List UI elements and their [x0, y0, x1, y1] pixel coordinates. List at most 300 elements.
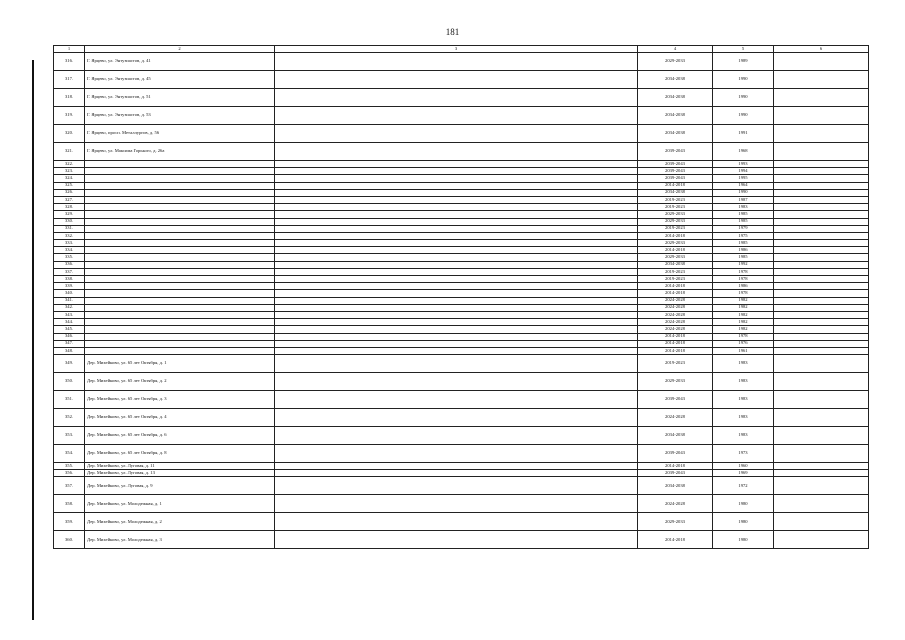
- wall-material-cell: [774, 477, 869, 495]
- address-cell: [85, 161, 275, 168]
- row-number: 325.: [54, 182, 85, 189]
- wall-material-cell: [774, 283, 869, 290]
- repair-period-cell: 2034-2038: [638, 125, 713, 143]
- address-cell: Г. Ярцево, просп. Металлургов, д. 56: [85, 125, 275, 143]
- build-year-cell: 1980: [713, 531, 774, 549]
- repair-period-cell: 2029-2033: [638, 373, 713, 391]
- address-cell: Дер. Михейково, ул. 65 лет Октября, д. 3: [85, 391, 275, 409]
- build-year-cell: 1983: [713, 204, 774, 211]
- row-number: 343.: [54, 311, 85, 318]
- address-cell: Г. Ярцево, ул. Максима Горького, д. 26а: [85, 143, 275, 161]
- table-row: [54, 297, 869, 304]
- table-row: [54, 409, 869, 427]
- work-list-cell: [275, 89, 638, 107]
- build-year-cell: 1983: [713, 373, 774, 391]
- repair-period-cell: 2034-2038: [638, 477, 713, 495]
- row-number: 350.: [54, 373, 85, 391]
- work-list-cell: [275, 125, 638, 143]
- work-list-cell: [275, 211, 638, 218]
- repair-period-cell: 2019-2023: [638, 204, 713, 211]
- row-number: 328.: [54, 204, 85, 211]
- wall-material-cell: [774, 513, 869, 531]
- row-number: 348.: [54, 347, 85, 354]
- table-row: [54, 175, 869, 182]
- repair-period-cell: 2024-2028: [638, 409, 713, 427]
- address-cell: Дер. Михейково, ул. Молодежная, д. 2: [85, 513, 275, 531]
- row-number: 317.: [54, 71, 85, 89]
- column-number-row: [54, 46, 869, 53]
- address-cell: [85, 182, 275, 189]
- table-row: [54, 268, 869, 275]
- table-row: [54, 311, 869, 318]
- table-row: [54, 355, 869, 373]
- work-list-cell: [275, 254, 638, 261]
- wall-material-cell: [774, 107, 869, 125]
- address-cell: Дер. Михейково, ул. 65 лет Октября, д. 4: [85, 409, 275, 427]
- row-number: 327.: [54, 196, 85, 203]
- build-year-cell: 1960: [713, 463, 774, 470]
- row-number: 323.: [54, 168, 85, 175]
- wall-material-cell: [774, 311, 869, 318]
- build-year-cell: 1985: [713, 240, 774, 247]
- table-row: [54, 495, 869, 513]
- row-number: 336.: [54, 261, 85, 268]
- repair-period-cell: 2014-2018: [638, 232, 713, 239]
- build-year-cell: 1985: [713, 218, 774, 225]
- build-year-cell: 1980: [713, 513, 774, 531]
- address-cell: [85, 333, 275, 340]
- table-row: [54, 470, 869, 477]
- build-year-cell: 1980: [713, 495, 774, 513]
- repair-period-cell: 2034-2038: [638, 189, 713, 196]
- address-cell: [85, 189, 275, 196]
- table-row: [54, 427, 869, 445]
- scan-edge: [32, 60, 34, 620]
- repair-period-cell: 2019-2023: [638, 196, 713, 203]
- work-list-cell: [275, 276, 638, 283]
- table-row: [54, 71, 869, 89]
- row-number: 337.: [54, 268, 85, 275]
- build-year-cell: 1990: [713, 107, 774, 125]
- row-number: 342.: [54, 304, 85, 311]
- row-number: 316.: [54, 53, 85, 71]
- table-row: [54, 477, 869, 495]
- build-year-cell: 1985: [713, 254, 774, 261]
- table-row: [54, 89, 869, 107]
- repair-period-cell: 2014-2018: [638, 463, 713, 470]
- row-number: 340.: [54, 290, 85, 297]
- work-list-cell: [275, 161, 638, 168]
- repair-period-cell: 2014-2018: [638, 333, 713, 340]
- address-cell: [85, 347, 275, 354]
- row-number: 345.: [54, 326, 85, 333]
- column-number: 2: [85, 46, 275, 53]
- work-list-cell: [275, 340, 638, 347]
- repair-period-cell: 2014-2018: [638, 290, 713, 297]
- table-row: [54, 125, 869, 143]
- row-number: 330.: [54, 218, 85, 225]
- repair-period-cell: 2034-2038: [638, 107, 713, 125]
- wall-material-cell: [774, 297, 869, 304]
- work-list-cell: [275, 204, 638, 211]
- row-number: 353.: [54, 427, 85, 445]
- build-year-cell: 1973: [713, 445, 774, 463]
- repair-period-cell: 2024-2028: [638, 297, 713, 304]
- wall-material-cell: [774, 347, 869, 354]
- address-cell: Г. Ярцево, ул. Энтузиастов, д. 51: [85, 89, 275, 107]
- row-number: 356.: [54, 470, 85, 477]
- address-cell: [85, 283, 275, 290]
- table-row: [54, 218, 869, 225]
- repair-period-cell: 2029-2033: [638, 53, 713, 71]
- build-year-cell: 1978: [713, 276, 774, 283]
- work-list-cell: [275, 373, 638, 391]
- address-cell: Дер. Михейково, ул. Молодежная, д. 3: [85, 531, 275, 549]
- wall-material-cell: [774, 196, 869, 203]
- row-number: 335.: [54, 254, 85, 261]
- work-list-cell: [275, 182, 638, 189]
- table-row: [54, 240, 869, 247]
- table-row: [54, 211, 869, 218]
- wall-material-cell: [774, 232, 869, 239]
- repair-period-cell: 2014-2018: [638, 340, 713, 347]
- table-row: [54, 391, 869, 409]
- build-year-cell: 1968: [713, 143, 774, 161]
- build-year-cell: 1983: [713, 409, 774, 427]
- wall-material-cell: [774, 71, 869, 89]
- repair-period-cell: 2029-2033: [638, 254, 713, 261]
- table-row: [54, 143, 869, 161]
- row-number: 347.: [54, 340, 85, 347]
- wall-material-cell: [774, 495, 869, 513]
- row-number: 349.: [54, 355, 85, 373]
- build-year-cell: 1978: [713, 333, 774, 340]
- wall-material-cell: [774, 340, 869, 347]
- address-cell: [85, 276, 275, 283]
- column-number: 6: [774, 46, 869, 53]
- table-row: [54, 276, 869, 283]
- table-row: [54, 463, 869, 470]
- address-cell: [85, 218, 275, 225]
- repair-period-cell: 2024-2028: [638, 319, 713, 326]
- repair-period-cell: 2039-2043: [638, 470, 713, 477]
- row-number: 322.: [54, 161, 85, 168]
- wall-material-cell: [774, 225, 869, 232]
- wall-material-cell: [774, 218, 869, 225]
- wall-material-cell: [774, 276, 869, 283]
- build-year-cell: 1978: [713, 290, 774, 297]
- wall-material-cell: [774, 168, 869, 175]
- build-year-cell: 1990: [713, 89, 774, 107]
- work-list-cell: [275, 218, 638, 225]
- table-row: [54, 445, 869, 463]
- repair-period-cell: 2024-2028: [638, 326, 713, 333]
- work-list-cell: [275, 143, 638, 161]
- work-list-cell: [275, 168, 638, 175]
- wall-material-cell: [774, 143, 869, 161]
- wall-material-cell: [774, 189, 869, 196]
- repair-period-cell: 2029-2033: [638, 240, 713, 247]
- build-year-cell: 1982: [713, 311, 774, 318]
- build-year-cell: 1995: [713, 175, 774, 182]
- row-number: 341.: [54, 297, 85, 304]
- build-year-cell: 1983: [713, 355, 774, 373]
- table-row: [54, 531, 869, 549]
- address-cell: Дер. Михейково, ул. Луговая, д. 13: [85, 470, 275, 477]
- table-row: [54, 53, 869, 71]
- table-row: [54, 247, 869, 254]
- repair-period-cell: 2024-2028: [638, 495, 713, 513]
- table-row: [54, 326, 869, 333]
- row-number: 321.: [54, 143, 85, 161]
- build-year-cell: 1982: [713, 304, 774, 311]
- work-list-cell: [275, 470, 638, 477]
- work-list-cell: [275, 513, 638, 531]
- build-year-cell: 1989: [713, 53, 774, 71]
- build-year-cell: 1982: [713, 319, 774, 326]
- address-cell: Г. Ярцево, ул. Энтузиастов, д. 41: [85, 53, 275, 71]
- build-year-cell: 1978: [713, 268, 774, 275]
- repair-period-cell: 2034-2038: [638, 71, 713, 89]
- wall-material-cell: [774, 304, 869, 311]
- work-list-cell: [275, 477, 638, 495]
- wall-material-cell: [774, 125, 869, 143]
- build-year-cell: 1983: [713, 427, 774, 445]
- repair-period-cell: 2024-2028: [638, 311, 713, 318]
- table-row: [54, 196, 869, 203]
- address-cell: [85, 319, 275, 326]
- row-number: 338.: [54, 276, 85, 283]
- work-list-cell: [275, 240, 638, 247]
- address-cell: [85, 196, 275, 203]
- repair-period-cell: 2019-2023: [638, 276, 713, 283]
- wall-material-cell: [774, 531, 869, 549]
- row-number: 320.: [54, 125, 85, 143]
- column-number: 1: [54, 46, 85, 53]
- work-list-cell: [275, 445, 638, 463]
- table-row: [54, 254, 869, 261]
- repair-period-cell: 2029-2033: [638, 513, 713, 531]
- repair-period-cell: 2039-2043: [638, 143, 713, 161]
- address-cell: Дер. Михейково, ул. 65 лет Октября, д. 2: [85, 373, 275, 391]
- build-year-cell: 1972: [713, 477, 774, 495]
- address-cell: [85, 225, 275, 232]
- work-list-cell: [275, 311, 638, 318]
- row-number: 334.: [54, 247, 85, 254]
- table-row: [54, 189, 869, 196]
- table-row: [54, 161, 869, 168]
- address-cell: [85, 240, 275, 247]
- work-list-cell: [275, 189, 638, 196]
- address-cell: Дер. Михейково, ул. Молодежная, д. 1: [85, 495, 275, 513]
- build-year-cell: 1983: [713, 391, 774, 409]
- work-list-cell: [275, 247, 638, 254]
- address-cell: [85, 211, 275, 218]
- wall-material-cell: [774, 53, 869, 71]
- work-list-cell: [275, 326, 638, 333]
- wall-material-cell: [774, 268, 869, 275]
- address-cell: [85, 204, 275, 211]
- work-list-cell: [275, 319, 638, 326]
- table-row: [54, 232, 869, 239]
- wall-material-cell: [774, 211, 869, 218]
- wall-material-cell: [774, 391, 869, 409]
- row-number: 326.: [54, 189, 85, 196]
- table-row: [54, 283, 869, 290]
- row-number: 329.: [54, 211, 85, 218]
- work-list-cell: [275, 531, 638, 549]
- address-cell: [85, 261, 275, 268]
- repair-period-cell: 2029-2033: [638, 218, 713, 225]
- table-row: [54, 340, 869, 347]
- column-number: 4: [638, 46, 713, 53]
- address-cell: Дер. Михейково, ул. 65 лет Октября, д. 1: [85, 355, 275, 373]
- row-number: 351.: [54, 391, 85, 409]
- row-number: 319.: [54, 107, 85, 125]
- row-number: 324.: [54, 175, 85, 182]
- work-list-cell: [275, 333, 638, 340]
- build-year-cell: 1982: [713, 297, 774, 304]
- build-year-cell: 1979: [713, 225, 774, 232]
- repair-period-cell: 2039-2043: [638, 161, 713, 168]
- work-list-cell: [275, 495, 638, 513]
- wall-material-cell: [774, 333, 869, 340]
- address-cell: [85, 290, 275, 297]
- table-row: [54, 513, 869, 531]
- address-cell: [85, 168, 275, 175]
- wall-material-cell: [774, 175, 869, 182]
- build-year-cell: 1990: [713, 71, 774, 89]
- repair-period-cell: 2014-2018: [638, 247, 713, 254]
- table-row: [54, 168, 869, 175]
- work-list-cell: [275, 391, 638, 409]
- wall-material-cell: [774, 290, 869, 297]
- wall-material-cell: [774, 373, 869, 391]
- repair-period-cell: 2019-2023: [638, 268, 713, 275]
- work-list-cell: [275, 283, 638, 290]
- address-cell: [85, 326, 275, 333]
- work-list-cell: [275, 355, 638, 373]
- repair-period-cell: 2039-2043: [638, 175, 713, 182]
- build-year-cell: 1986: [713, 283, 774, 290]
- row-number: 332.: [54, 232, 85, 239]
- repair-period-cell: 2019-2023: [638, 355, 713, 373]
- work-list-cell: [275, 297, 638, 304]
- build-year-cell: 1976: [713, 340, 774, 347]
- build-year-cell: 1990: [713, 189, 774, 196]
- table-row: [54, 290, 869, 297]
- table-row: [54, 304, 869, 311]
- address-cell: Г. Ярцево, ул. Энтузиастов, д. 45: [85, 71, 275, 89]
- work-list-cell: [275, 427, 638, 445]
- table-row: [54, 182, 869, 189]
- build-year-cell: 1987: [713, 196, 774, 203]
- repair-period-cell: 2024-2028: [638, 304, 713, 311]
- page-number: 181: [445, 27, 460, 37]
- build-year-cell: 1985: [713, 211, 774, 218]
- work-list-cell: [275, 196, 638, 203]
- work-list-cell: [275, 463, 638, 470]
- table-row: [54, 225, 869, 232]
- work-list-cell: [275, 232, 638, 239]
- repair-period-cell: 2039-2043: [638, 391, 713, 409]
- repair-period-cell: 2029-2033: [638, 211, 713, 218]
- build-year-cell: 1994: [713, 168, 774, 175]
- work-list-cell: [275, 71, 638, 89]
- work-list-cell: [275, 261, 638, 268]
- build-year-cell: 1986: [713, 247, 774, 254]
- repair-period-cell: 2034-2038: [638, 261, 713, 268]
- work-list-cell: [275, 225, 638, 232]
- wall-material-cell: [774, 326, 869, 333]
- address-cell: [85, 175, 275, 182]
- work-list-cell: [275, 304, 638, 311]
- repair-period-cell: 2014-2018: [638, 283, 713, 290]
- wall-material-cell: [774, 240, 869, 247]
- table-row: [54, 319, 869, 326]
- address-cell: Дер. Михейково, ул. Луговая, д. 9: [85, 477, 275, 495]
- build-year-cell: 1975: [713, 232, 774, 239]
- table-row: [54, 204, 869, 211]
- repair-period-cell: 2014-2018: [638, 182, 713, 189]
- row-number: 352.: [54, 409, 85, 427]
- repair-period-cell: 2034-2038: [638, 427, 713, 445]
- address-cell: Дер. Михейково, ул. 65 лет Октября, д. 8: [85, 445, 275, 463]
- address-cell: [85, 297, 275, 304]
- work-list-cell: [275, 268, 638, 275]
- wall-material-cell: [774, 254, 869, 261]
- column-number: 5: [713, 46, 774, 53]
- address-cell: [85, 311, 275, 318]
- work-list-cell: [275, 409, 638, 427]
- registry-table: [53, 45, 869, 549]
- wall-material-cell: [774, 204, 869, 211]
- work-list-cell: [275, 347, 638, 354]
- repair-period-cell: 2019-2023: [638, 225, 713, 232]
- row-number: 331.: [54, 225, 85, 232]
- table-row: [54, 261, 869, 268]
- row-number: 358.: [54, 495, 85, 513]
- repair-period-cell: 2014-2018: [638, 347, 713, 354]
- work-list-cell: [275, 53, 638, 71]
- address-cell: [85, 247, 275, 254]
- address-cell: Г. Ярцево, ул. Энтузиастов, д. 53: [85, 107, 275, 125]
- work-list-cell: [275, 175, 638, 182]
- wall-material-cell: [774, 427, 869, 445]
- build-year-cell: 1961: [713, 347, 774, 354]
- repair-period-cell: 2034-2038: [638, 89, 713, 107]
- row-number: 360.: [54, 531, 85, 549]
- row-number: 339.: [54, 283, 85, 290]
- build-year-cell: 1992: [713, 261, 774, 268]
- row-number: 354.: [54, 445, 85, 463]
- row-number: 318.: [54, 89, 85, 107]
- row-number: 346.: [54, 333, 85, 340]
- wall-material-cell: [774, 409, 869, 427]
- build-year-cell: 1993: [713, 161, 774, 168]
- table-row: [54, 333, 869, 340]
- wall-material-cell: [774, 319, 869, 326]
- table-row: [54, 347, 869, 354]
- wall-material-cell: [774, 161, 869, 168]
- table-row: [54, 373, 869, 391]
- address-cell: [85, 254, 275, 261]
- work-list-cell: [275, 107, 638, 125]
- build-year-cell: 1964: [713, 182, 774, 189]
- wall-material-cell: [774, 463, 869, 470]
- row-number: 357.: [54, 477, 85, 495]
- wall-material-cell: [774, 470, 869, 477]
